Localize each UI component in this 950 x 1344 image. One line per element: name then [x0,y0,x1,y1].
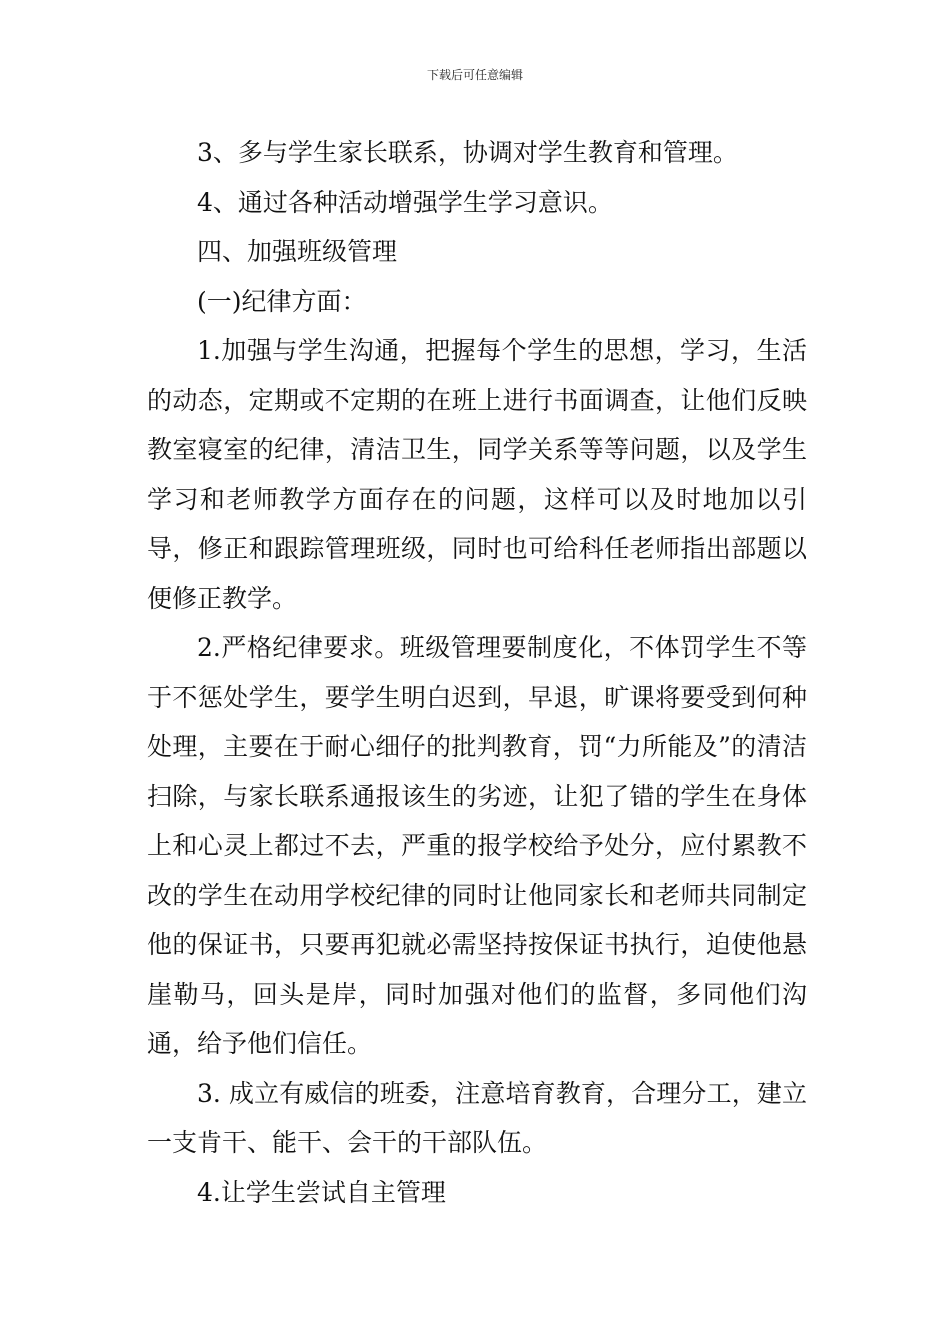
paragraph-communication: 1.加强与学生沟通，把握每个学生的思想，学习，生活的动态，定期或不定期的在班上进行书面调查，让他们反映教室寝室的纪律，清洁卫生，同学关系等等问题，以及学生学习和老师教学方面存在的问题，这样可以及时地加以引导，修正和跟踪管理班级，同时也可给科任老师指出部题以便修正教学。 [147,336,807,613]
subsection-heading-discipline: (一)纪律方面： [197,286,367,316]
section-heading-4: 四、加强班级管理 [197,237,398,266]
page-header: 下载后可任意编辑 [426,68,523,82]
paragraph-item-3: 3、多与学生家长联系，协调对学生教育和管理。 [197,138,738,167]
paragraph-discipline-rules: 2.严格纪律要求。班级管理要制度化，不体罚学生不等于不惩处学生，要学生明白迟到，早退，旷课将要受到何种处理，主要在于耐心细仔的批判教育，罚“力所能及”的清洁扫除，与家长联系通报该生的劣迹，让犯了错的学生在身体上和心灵上都过不去，严重的报学校给予处分，应付累教不改的学生在动用学校纪律的同时让他同家长和老师共同制定他的保证书，只要再犯就必需坚持按保证书执行，迫使他悬崖勒马，回头是岸，同时加强对他们的监督，多同他们沟通，给予他们信任。 [147,633,807,1058]
paragraph-class-committee: 3. 成立有威信的班委，注意培育教育，合理分工，建立一支肯干、能干、会干的干部队伍。 [147,1078,807,1157]
paragraph-self-management: 4.让学生尝试自主管理 [197,1177,446,1207]
document-body [147,128,807,1217]
paragraph-item-4: 4、通过各种活动增强学生学习意识。 [197,187,613,217]
